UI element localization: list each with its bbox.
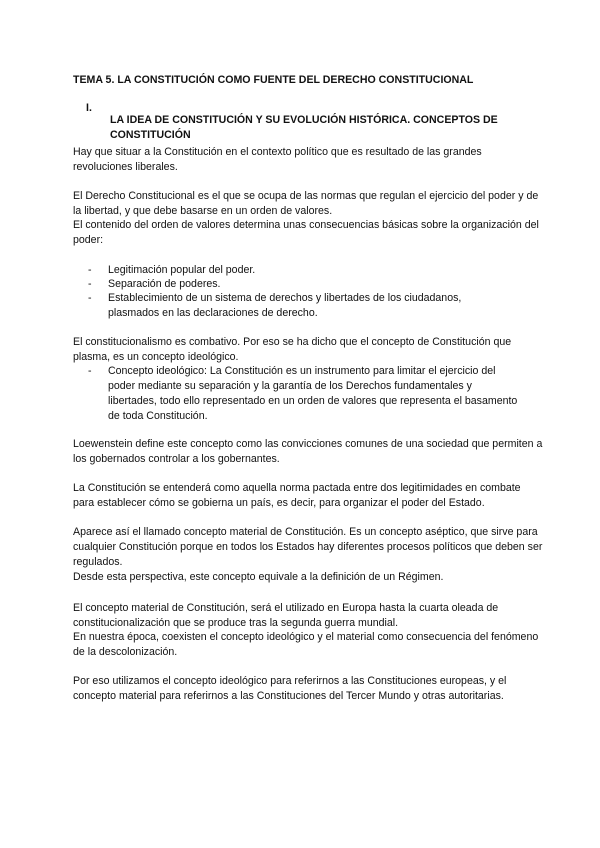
- paragraph-11: Por eso utilizamos el concepto ideológico para referirnos a las Constituciones europeas, y el concepto material para referirnos a las Constituciones del Tercer Mundo y otras autoritarias.: [73, 675, 507, 702]
- bullet-text: Legitimación popular del poder.: [108, 264, 256, 276]
- paragraph-7: Aparece así el llamado concepto material de Constitución. Es un concepto aséptico, que sirve para cualquier Constitución porque en todos los Estados hay diferentes procesos políticos que deben ser regulados.: [73, 526, 543, 568]
- section-title: LA IDEA DE CONSTITUCIÓN Y SU EVOLUCIÓN HISTÓRICA. CONCEPTOS DE CONSTITUCIÓN: [110, 113, 498, 141]
- paragraph-3: El contenido del orden de valores determina unas consecuencias básicas sobre la organización del poder:: [73, 219, 539, 246]
- paragraph-8: Desde esta perspectiva, este concepto equivale a la definición de un Régimen.: [73, 571, 444, 583]
- paragraph-4: El constitucionalismo es combativo. Por eso se ha dicho que el concepto de Constitución que plasma, es un concepto ideológico.: [73, 336, 512, 363]
- paragraph-5: Loewenstein define este concepto como las convicciones comunes de una sociedad que permiten a los gobernados controlar a los gobernantes.: [73, 438, 543, 465]
- bullet-dash: -: [88, 264, 92, 276]
- paragraph-6: La Constitución se entenderá como aquella norma pactada entre dos legitimidades en combate para establecer cómo se gobierna un país, es decir, para organizar el poder del Estado.: [73, 482, 521, 509]
- bullet-text: Concepto ideológico: La Constitución es un instrumento para limitar el ejercicio del poder mediante su separación y la garantía de los Derechos fundamentales y libertades, todo ello representado en un orden de valores que representa el basamento de toda Constitución.: [108, 365, 518, 422]
- paragraph-9: El concepto material de Constitución, será el utilizado en Europa hasta la cuarta oleada de constitucionalización que se produce tras la segunda guerra mundial.: [73, 602, 499, 629]
- bullet-dash: -: [88, 278, 92, 290]
- bullet-text: Separación de poderes.: [108, 278, 221, 290]
- paragraph-10: En nuestra época, coexisten el concepto ideológico y el material como consecuencia del fenómeno de la descolonización.: [73, 631, 539, 658]
- paragraph-2: El Derecho Constitucional es el que se ocupa de las normas que regulan el ejercicio del poder y de la libertad, y que debe basarse en un orden de valores.: [73, 190, 539, 217]
- paragraph-1: Hay que situar a la Constitución en el contexto político que es resultado de las grandes revoluciones liberales.: [73, 146, 482, 173]
- page-title: TEMA 5. LA CONSTITUCIÓN COMO FUENTE DEL DERECHO CONSTITUCIONAL: [73, 74, 474, 86]
- section-number: I.: [86, 102, 92, 114]
- bullet-dash: -: [88, 292, 92, 304]
- bullet-text: Establecimiento de un sistema de derechos y libertades de los ciudadanos, plasmados en las declaraciones de derecho.: [108, 292, 462, 319]
- bullet-dash: -: [88, 365, 92, 377]
